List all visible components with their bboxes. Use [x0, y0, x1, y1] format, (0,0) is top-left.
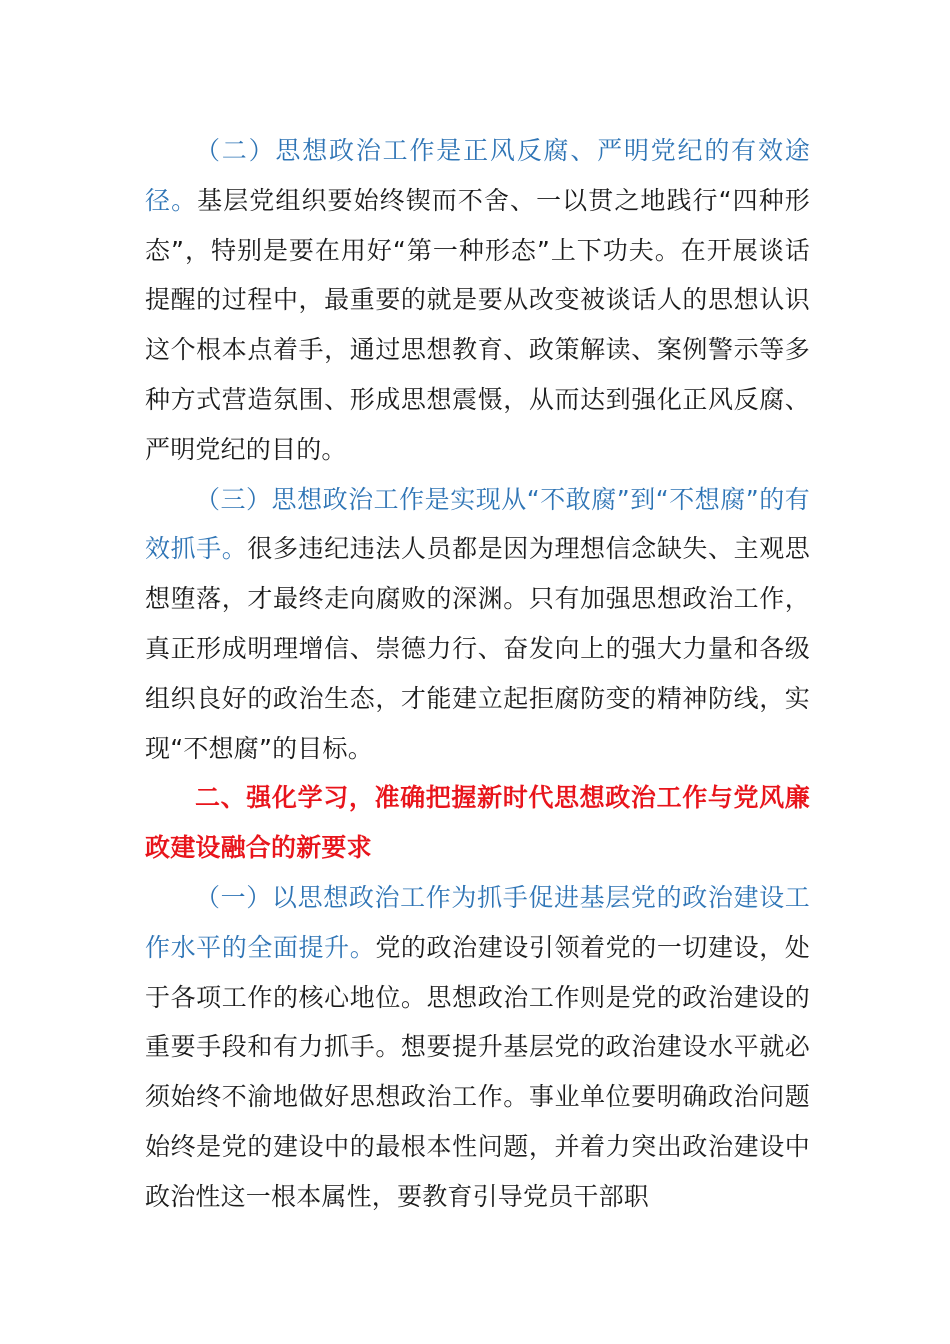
paragraph-2	[145, 126, 810, 475]
subheading-4: （一）以思想政治工作为抓手促进基层党的政治建设工作水平的全面提升。	[145, 882, 810, 962]
paragraph-3	[145, 475, 810, 774]
paragraph-2-body: 基层党组织要始终锲而不舍、一以贯之地践行“四种形态”，特别是要在用好“第一种形态”上下功夫。在开展谈话提醒的过程中，最重要的就是要从改变被谈话人的思想认识这个根本点着手，通过思想教育、政策解读、案例警示等多种方式营造氛围、形成思想震慑，从而达到强化正风反腐、严明党纪的目的。	[145, 185, 810, 464]
subheading-3: （三）思想政治工作是实现从“不敢腐”到“不想腐”的有效抓手。	[145, 484, 810, 564]
paragraph-4	[145, 873, 810, 1222]
subheading-2: （二）思想政治工作是正风反腐、严明党纪的有效途径。	[145, 136, 810, 215]
document-body	[145, 126, 810, 1222]
paragraph-3-body: 很多违纪违法人员都是因为理想信念缺失、主观思想堕落，才最终走向腐败的深渊。只有加强思想政治工作，真正形成明理增信、崇德力行、奋发向上的强大力量和各级组织良好的政治生态，才能建立起拒腐防变的精神防线，实现“不想腐”的目标。	[145, 534, 810, 763]
paragraph-4-body: 党的政治建设引领着党的一切建设，处于各项工作的核心地位。思想政治工作则是党的政治建设的重要手段和有力抓手。想要提升基层党的政治建设水平就必须始终不渝地做好思想政治工作。事业单位要明确政治问题始终是党的建设中的最根本性问题，并着力突出政治建设中政治性这一根本属性，要教育引导党员干部职	[145, 932, 810, 1211]
section-title-2: 二、强化学习，准确把握新时代思想政治工作与党风廉政建设融合的新要求	[145, 783, 810, 863]
